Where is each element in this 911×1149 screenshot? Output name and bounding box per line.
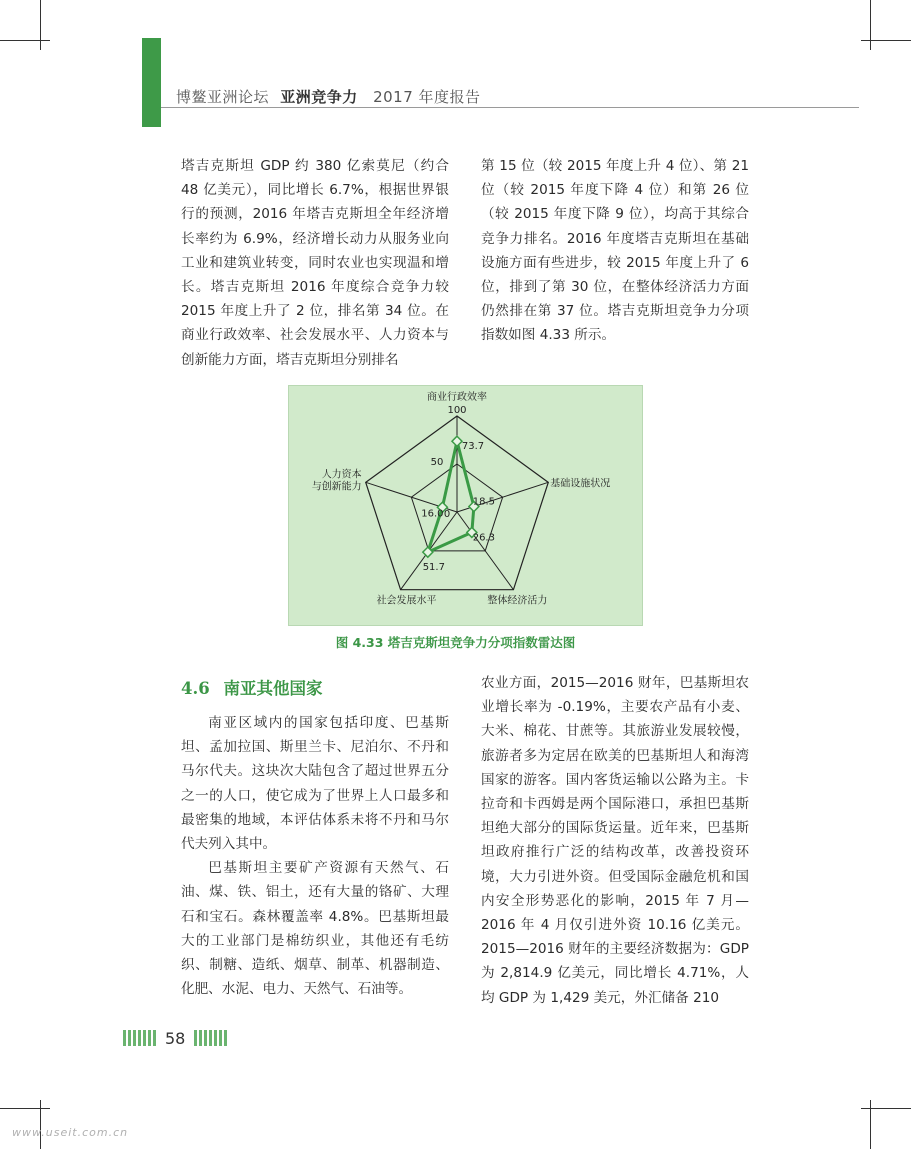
data-label: 18.5 xyxy=(472,496,496,508)
header-year-report: 2017 年度报告 xyxy=(373,88,481,106)
left-column-top xyxy=(181,154,449,372)
data-label: 51.7 xyxy=(422,562,445,574)
section-number: 4.6 xyxy=(181,679,210,698)
scale-tick-label: 100 xyxy=(447,405,467,416)
paragraph: 农业方面，2015—2016 财年，巴基斯坦农业增长率为 -0.19%，主要农产品有小麦、大米、棉花、甘蔗等。其旅游业发展较慢，旅游者多为定居在欧美的巴基斯坦人和海湾国家的游客。国内客货运输以公路为主。卡拉奇和卡西姆是两个国际港口，承担巴基斯坦绝大部分的国际货运量。近年来，巴基斯坦政府推行广泛的结构改革，改善投资环境，大力引进外资。但受国际金融危机和国内安全形势恶化的影响，2015 年 7 月—2016 年 4 月仅引进外资 10.16 亿美元。2015—2016 财年的主要经济数据为：GDP 为 2,814.9 亿美元，同比增长 4.71%，人均 GDP 为 1,429 美元，外汇储备 210 xyxy=(481,675,749,1006)
radar-point xyxy=(423,547,433,557)
axis-label: 商业行政效率 xyxy=(427,392,487,403)
axis-label: 整体经济活力 xyxy=(487,595,548,607)
radar-chart-svg xyxy=(289,386,642,625)
crop-mark xyxy=(870,0,871,50)
figure-caption: 图 4.33 塔吉克斯坦竞争力分项指数雷达图 xyxy=(335,635,576,650)
paragraph: 南亚区域内的国家包括印度、巴基斯坦、孟加拉国、斯里兰卡、尼泊尔、不丹和马尔代夫。这块次大陆包含了超过世界五分之一的人口，使它成为了世界上人口最多和最密集的地域，本评估体系未将不丹和马尔代夫列入其中。 xyxy=(181,715,449,853)
header-rule xyxy=(161,107,859,108)
footer-stripes-left xyxy=(123,1030,156,1046)
axis-label: 人力资本 xyxy=(321,469,362,481)
watermark: www.useit.com.cn xyxy=(12,1126,129,1139)
header-forum: 博鳌亚洲论坛 xyxy=(176,88,270,106)
header-report-name: 亚洲竞争力 xyxy=(280,88,358,106)
axis-label: 与创新能力 xyxy=(311,481,362,493)
running-header xyxy=(176,86,481,107)
section-title: 南亚其他国家 xyxy=(223,679,323,698)
crop-mark xyxy=(861,1108,911,1109)
section-heading xyxy=(181,675,322,699)
paragraph: 第 15 位（较 2015 年度上升 4 位）、第 21 位（较 2015 年度下降 4 位）和第 26 位（较 2015 年度下降 9 位），均高于其综合竞争力排名。2016 年度塔吉克斯坦在基础设施方面有些进步，较 2015 年度上升了 6 位，排到了第 30 位，在整体经济活力方面仍然排在第 37 位。塔吉克斯坦竞争力分项指数如图 4.33 所示。 xyxy=(481,158,749,344)
crop-mark xyxy=(0,40,50,41)
page-footer xyxy=(123,1030,227,1046)
page-number: 58 xyxy=(165,1028,186,1048)
left-column-bottom xyxy=(181,711,449,1001)
data-label: 16.0 xyxy=(421,508,444,520)
right-column-bottom xyxy=(481,671,749,1010)
paragraph: 塔吉克斯坦 GDP 约 380 亿索莫尼（约合 48 亿美元），同比增长 6.7%，根据世界银行的预测，2016 年塔吉克斯坦全年经济增长率约为 6.9%，经济增长动力从服务业向工业和建筑业转变，同时农业也实现温和增长。塔吉克斯坦 2016 年度综合竞争力较 2015 年度上升了 2 位，排名第 34 位。在商业行政效率、社会发展水平、人力资本与创新能力方面，塔吉克斯坦分别排名 xyxy=(181,158,449,368)
data-label: 26.3 xyxy=(472,532,495,544)
right-column-top xyxy=(481,154,749,348)
axis-label: 社会发展水平 xyxy=(376,595,437,607)
footer-stripes-right xyxy=(194,1030,227,1046)
header-accent-bar xyxy=(142,38,161,127)
crop-mark xyxy=(0,1108,50,1109)
paragraph: 巴基斯坦主要矿产资源有天然气、石油、煤、铁、铝土，还有大量的铬矿、大理石和宝石。森林覆盖率 4.8%。巴基斯坦最大的工业部门是棉纺织业，其他还有毛纺织、制糖、造纸、烟草、制革、机器制造、化肥、水泥、电力、天然气、石油等。 xyxy=(181,860,449,998)
axis-label: 基础设施状况 xyxy=(550,478,611,490)
crop-mark xyxy=(40,0,41,50)
scale-tick-label: 0 xyxy=(443,509,451,520)
radar-point xyxy=(452,436,462,446)
scale-tick-label: 50 xyxy=(430,457,444,468)
radar-chart xyxy=(288,385,643,626)
crop-mark xyxy=(861,40,911,41)
data-label: 73.7 xyxy=(461,441,485,453)
